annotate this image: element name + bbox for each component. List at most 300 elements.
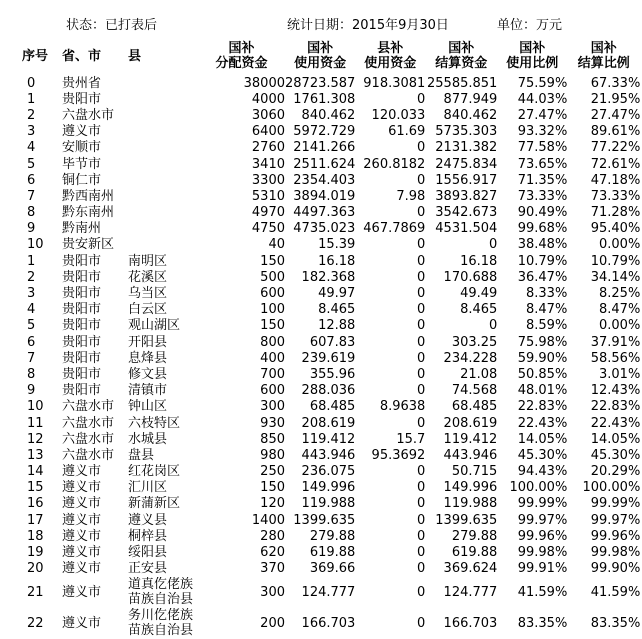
- cell-county: [128, 75, 198, 91]
- cell-g-settled: 0: [489, 237, 498, 253]
- cell-g-settled: 124.777: [443, 584, 498, 600]
- cell-county: 桐梓县: [128, 528, 168, 544]
- cell-g-settled: 0: [489, 318, 498, 334]
- cell-county: [128, 107, 198, 123]
- cell-prov-city: 遵义市: [62, 512, 102, 528]
- cell-g-alloc: 38000: [243, 75, 285, 91]
- cell-g-used: 49.97: [318, 286, 356, 302]
- cell-g-used: 119.412: [301, 431, 356, 447]
- cell-g-settle-ratio: 21.95%: [590, 91, 641, 107]
- header-seq: 序号: [22, 48, 49, 64]
- cell-g-settle-ratio: 99.90%: [590, 561, 641, 577]
- cell-seq: 8: [27, 366, 36, 382]
- cell-seq: 3: [27, 286, 36, 302]
- cell-county: 汇川区: [128, 480, 168, 496]
- cell-c-used: 0: [417, 383, 426, 399]
- table-row: [22, 544, 640, 560]
- cell-g-use-ratio: 41.59%: [517, 584, 568, 600]
- cell-g-used: 1399.635: [293, 512, 356, 528]
- cell-c-used: 0: [417, 350, 426, 366]
- cell-g-use-ratio: 99.68%: [517, 221, 568, 237]
- cell-g-settled: 3542.673: [435, 205, 498, 221]
- table-row: [22, 221, 640, 237]
- table-row: [22, 447, 640, 463]
- cell-county: [128, 188, 198, 204]
- cell-prov-city: 贵阳市: [62, 253, 102, 269]
- cell-g-use-ratio: 38.48%: [517, 237, 568, 253]
- cell-g-used: 5972.729: [293, 124, 356, 140]
- cell-g-used: 12.88: [318, 318, 356, 334]
- cell-c-used: 0: [417, 269, 426, 285]
- cell-county: [128, 221, 198, 237]
- cell-prov-city: 贵阳市: [62, 318, 102, 334]
- cell-g-use-ratio: 99.96%: [517, 528, 568, 544]
- cell-g-use-ratio: 44.03%: [517, 91, 568, 107]
- cell-county: 清镇市: [128, 383, 168, 399]
- cell-c-used: 0: [417, 480, 426, 496]
- cell-g-settle-ratio: 8.47%: [599, 302, 641, 318]
- table-row: [22, 237, 640, 253]
- cell-seq: 6: [27, 172, 36, 188]
- table-row: [22, 608, 640, 639]
- cell-prov-city: 毕节市: [62, 156, 102, 172]
- cell-g-use-ratio: 77.58%: [517, 140, 568, 156]
- cell-g-use-ratio: 8.47%: [526, 302, 568, 318]
- header-g-settled: 国补 结算资金: [435, 41, 488, 71]
- cell-g-settled: 208.619: [443, 415, 498, 431]
- cell-g-settled: 279.88: [451, 528, 498, 544]
- cell-c-used: 0: [417, 561, 426, 577]
- cell-prov-city: 贵州省: [62, 75, 102, 91]
- cell-c-used: 0: [417, 415, 426, 431]
- cell-g-settle-ratio: 27.47%: [590, 107, 641, 123]
- cell-g-settled: 1399.635: [435, 512, 498, 528]
- cell-g-use-ratio: 14.05%: [517, 431, 568, 447]
- cell-g-use-ratio: 73.65%: [517, 156, 568, 172]
- cell-c-used: 120.033: [371, 107, 426, 123]
- cell-g-used: 68.485: [309, 399, 356, 415]
- cell-g-settled: 840.462: [443, 107, 498, 123]
- cell-g-used: 3894.019: [293, 188, 356, 204]
- cell-seq: 2: [27, 107, 36, 123]
- cell-g-settled: 2131.382: [435, 140, 498, 156]
- cell-seq: 6: [27, 334, 36, 350]
- table-row: [22, 415, 640, 431]
- cell-g-settle-ratio: 99.97%: [590, 512, 641, 528]
- cell-g-alloc: 3300: [251, 172, 285, 188]
- cell-g-used: 369.66: [309, 561, 356, 577]
- cell-g-used: 28723.587: [285, 75, 356, 91]
- cell-g-alloc: 500: [260, 269, 285, 285]
- cell-county: 钟山区: [128, 399, 168, 415]
- cell-g-used: 1761.308: [293, 91, 356, 107]
- cell-prov-city: 铜仁市: [62, 172, 102, 188]
- table-row: [22, 285, 640, 301]
- cell-county: [128, 237, 198, 253]
- cell-county: [128, 205, 198, 221]
- cell-g-use-ratio: 10.79%: [517, 253, 568, 269]
- cell-g-used: 8.465: [318, 302, 356, 318]
- cell-seq: 10: [27, 399, 44, 415]
- cell-c-used: 0: [417, 366, 426, 382]
- cell-g-settled: 119.412: [443, 431, 498, 447]
- cell-seq: 9: [27, 221, 36, 237]
- cell-prov-city: 六盘水市: [62, 107, 115, 123]
- cell-seq: 0: [27, 75, 36, 91]
- cell-g-alloc: 930: [260, 415, 285, 431]
- cell-g-alloc: 3410: [251, 156, 285, 172]
- cell-c-used: 0: [417, 302, 426, 318]
- cell-g-used: 236.075: [301, 464, 356, 480]
- cell-g-settled: 21.08: [460, 366, 498, 382]
- cell-g-settled: 303.25: [451, 334, 498, 350]
- cell-county: 绥阳县: [128, 545, 168, 561]
- cell-seq: 11: [27, 415, 44, 431]
- table-row: [22, 124, 640, 140]
- cell-prov-city: 遵义市: [62, 584, 102, 600]
- cell-prov-city: 黔东南州: [62, 205, 115, 221]
- cell-g-alloc: 370: [260, 561, 285, 577]
- cell-seq: 10: [27, 237, 44, 253]
- cell-g-used: 182.368: [301, 269, 356, 285]
- header-g-settle-ratio: 国补 结算比例: [577, 41, 630, 71]
- cell-c-used: 0: [417, 286, 426, 302]
- cell-g-used: 124.777: [301, 584, 356, 600]
- cell-g-settle-ratio: 89.61%: [590, 124, 641, 140]
- cell-g-settle-ratio: 99.99%: [590, 496, 641, 512]
- cell-seq: 18: [27, 528, 44, 544]
- cell-g-use-ratio: 27.47%: [517, 107, 568, 123]
- cell-prov-city: 贵阳市: [62, 286, 102, 302]
- cell-seq: 19: [27, 545, 44, 561]
- header-g-alloc: 国补 分配资金: [215, 41, 268, 71]
- cell-g-alloc: 800: [260, 334, 285, 350]
- cell-g-alloc: 600: [260, 383, 285, 399]
- cell-g-settled: 68.485: [451, 399, 498, 415]
- cell-g-used: 619.88: [309, 545, 356, 561]
- cell-g-use-ratio: 73.33%: [517, 188, 568, 204]
- cell-prov-city: 贵阳市: [62, 383, 102, 399]
- cell-g-settled: 877.949: [443, 91, 498, 107]
- cell-county: 乌当区: [128, 286, 168, 302]
- cell-g-settled: 25585.851: [427, 75, 498, 91]
- cell-g-settle-ratio: 20.29%: [590, 464, 641, 480]
- cell-g-settle-ratio: 22.43%: [590, 415, 641, 431]
- cell-g-alloc: 850: [260, 431, 285, 447]
- cell-g-used: 355.96: [309, 366, 356, 382]
- cell-g-use-ratio: 22.83%: [517, 399, 568, 415]
- cell-g-settled: 3893.827: [435, 188, 498, 204]
- cell-seq: 2: [27, 269, 36, 285]
- table-row: [22, 318, 640, 334]
- header-prov-city: 省、市: [62, 48, 102, 64]
- cell-county: 水城县: [128, 431, 168, 447]
- cell-seq: 14: [27, 464, 44, 480]
- cell-prov-city: 贵阳市: [62, 334, 102, 350]
- cell-seq: 13: [27, 447, 44, 463]
- cell-seq: 1: [27, 253, 36, 269]
- status-label: 状态：已打表后: [66, 18, 158, 33]
- cell-g-use-ratio: 99.99%: [517, 496, 568, 512]
- cell-seq: 5: [27, 156, 36, 172]
- cell-g-alloc: 400: [260, 350, 285, 366]
- table-row: [22, 302, 640, 318]
- header-c-used: 县补 使用资金: [364, 41, 417, 71]
- cell-g-alloc: 100: [260, 302, 285, 318]
- cell-prov-city: 六盘水市: [62, 415, 115, 431]
- cell-c-used: 0: [417, 528, 426, 544]
- cell-g-settled: 369.624: [443, 561, 498, 577]
- cell-g-use-ratio: 99.98%: [517, 545, 568, 561]
- cell-g-alloc: 120: [260, 496, 285, 512]
- unit-label: 单位：万元: [497, 18, 563, 33]
- cell-g-settled: 443.946: [443, 447, 498, 463]
- cell-c-used: 0: [417, 464, 426, 480]
- cell-g-settled: 1556.917: [435, 172, 498, 188]
- cell-g-alloc: 600: [260, 286, 285, 302]
- cell-g-use-ratio: 8.59%: [526, 318, 568, 334]
- table-row: [22, 75, 640, 91]
- cell-g-settle-ratio: 95.40%: [590, 221, 641, 237]
- cell-seq: 22: [27, 615, 44, 631]
- cell-county: [128, 124, 198, 140]
- cell-county: 白云区: [128, 302, 168, 318]
- cell-prov-city: 安顺市: [62, 140, 102, 156]
- cell-c-used: 0: [417, 496, 426, 512]
- cell-g-settle-ratio: 73.33%: [590, 188, 641, 204]
- cell-g-used: 4735.023: [293, 221, 356, 237]
- cell-g-settled: 16.18: [460, 253, 498, 269]
- cell-prov-city: 遵义市: [62, 464, 102, 480]
- cell-g-use-ratio: 48.01%: [517, 383, 568, 399]
- cell-g-settle-ratio: 3.01%: [599, 366, 641, 382]
- cell-prov-city: 贵阳市: [62, 350, 102, 366]
- cell-g-settle-ratio: 41.59%: [590, 584, 641, 600]
- cell-g-settle-ratio: 47.18%: [590, 172, 641, 188]
- cell-c-used: 0: [417, 584, 426, 600]
- cell-g-settled: 119.988: [443, 496, 498, 512]
- cell-county: 新蒲新区: [128, 496, 181, 512]
- cell-c-used: 467.7869: [363, 221, 426, 237]
- cell-c-used: 260.8182: [363, 156, 426, 172]
- cell-g-settled: 170.688: [443, 269, 498, 285]
- cell-g-use-ratio: 99.91%: [517, 561, 568, 577]
- cell-prov-city: 贵安新区: [62, 237, 115, 253]
- table-row: [22, 383, 640, 399]
- cell-prov-city: 遵义市: [62, 480, 102, 496]
- table-row: [22, 334, 640, 350]
- cell-seq: 7: [27, 350, 36, 366]
- cell-g-settled: 5735.303: [435, 124, 498, 140]
- cell-g-settle-ratio: 0.00%: [599, 237, 641, 253]
- cell-g-alloc: 200: [260, 615, 285, 631]
- cell-g-used: 279.88: [309, 528, 356, 544]
- cell-c-used: 0: [417, 545, 426, 561]
- cell-g-alloc: 980: [260, 447, 285, 463]
- cell-seq: 16: [27, 496, 44, 512]
- cell-prov-city: 遵义市: [62, 561, 102, 577]
- cell-c-used: 15.7: [396, 431, 426, 447]
- cell-g-alloc: 300: [260, 399, 285, 415]
- table-row: [22, 431, 640, 447]
- cell-seq: 20: [27, 561, 44, 577]
- subsidy-table: [22, 37, 640, 639]
- table-row: [22, 577, 640, 608]
- cell-g-use-ratio: 99.97%: [517, 512, 568, 528]
- cell-g-use-ratio: 75.98%: [517, 334, 568, 350]
- cell-g-alloc: 4000: [251, 91, 285, 107]
- cell-county: 道真仡佬族苗族自治县: [128, 577, 194, 608]
- table-row: [22, 399, 640, 415]
- cell-prov-city: 六盘水市: [62, 399, 115, 415]
- cell-g-use-ratio: 75.59%: [517, 75, 568, 91]
- cell-seq: 8: [27, 205, 36, 221]
- cell-c-used: 0: [417, 140, 426, 156]
- table-row: [22, 480, 640, 496]
- cell-g-alloc: 3060: [251, 107, 285, 123]
- cell-county: [128, 156, 198, 172]
- cell-seq: 15: [27, 480, 44, 496]
- header-county: 县: [128, 48, 142, 64]
- cell-seq: 12: [27, 431, 44, 447]
- cell-g-alloc: 700: [260, 366, 285, 382]
- cell-g-alloc: 280: [260, 528, 285, 544]
- cell-seq: 1: [27, 91, 36, 107]
- cell-g-used: 443.946: [301, 447, 356, 463]
- cell-c-used: 95.3692: [371, 447, 426, 463]
- cell-g-use-ratio: 45.30%: [517, 447, 568, 463]
- cell-g-settle-ratio: 0.00%: [599, 318, 641, 334]
- cell-c-used: 0: [417, 512, 426, 528]
- table-row: [22, 253, 640, 269]
- cell-c-used: 0: [417, 237, 426, 253]
- cell-g-settle-ratio: 45.30%: [590, 447, 641, 463]
- cell-county: [128, 91, 198, 107]
- cell-g-used: 288.036: [301, 383, 356, 399]
- stat-date-label: 统计日期：2015年9月30日: [287, 18, 449, 33]
- cell-county: 观山湖区: [128, 318, 181, 334]
- cell-g-alloc: 250: [260, 464, 285, 480]
- cell-g-settle-ratio: 34.14%: [590, 269, 641, 285]
- cell-c-used: 8.9638: [379, 399, 426, 415]
- cell-g-alloc: 2760: [251, 140, 285, 156]
- cell-g-used: 4497.363: [293, 205, 356, 221]
- cell-county: 开阳县: [128, 334, 168, 350]
- cell-g-use-ratio: 36.47%: [517, 269, 568, 285]
- cell-g-settle-ratio: 71.28%: [590, 205, 641, 221]
- cell-prov-city: 贵阳市: [62, 91, 102, 107]
- table-row: [22, 188, 640, 204]
- cell-county: 南明区: [128, 253, 168, 269]
- cell-g-settled: 50.715: [451, 464, 498, 480]
- cell-seq: 4: [27, 302, 36, 318]
- cell-g-used: 2141.266: [293, 140, 356, 156]
- cell-g-alloc: 1400: [251, 512, 285, 528]
- cell-g-alloc: 150: [260, 318, 285, 334]
- cell-g-settle-ratio: 22.83%: [590, 399, 641, 415]
- cell-g-use-ratio: 83.35%: [517, 615, 568, 631]
- cell-g-alloc: 5310: [251, 188, 285, 204]
- cell-prov-city: 遵义市: [62, 496, 102, 512]
- cell-g-used: 15.39: [318, 237, 356, 253]
- table-row: [22, 205, 640, 221]
- cell-g-settle-ratio: 99.96%: [590, 528, 641, 544]
- cell-county: 红花岗区: [128, 464, 181, 480]
- table-body: [22, 75, 640, 639]
- cell-county: 盘县: [128, 447, 155, 463]
- table-row: [22, 140, 640, 156]
- cell-g-settle-ratio: 37.91%: [590, 334, 641, 350]
- cell-g-settled: 49.49: [460, 286, 498, 302]
- cell-g-alloc: 4970: [251, 205, 285, 221]
- cell-g-settle-ratio: 58.56%: [590, 350, 641, 366]
- cell-g-settle-ratio: 99.98%: [590, 545, 641, 561]
- cell-prov-city: 贵阳市: [62, 302, 102, 318]
- cell-g-use-ratio: 100.00%: [509, 480, 568, 496]
- cell-c-used: 0: [417, 615, 426, 631]
- cell-c-used: 0: [417, 334, 426, 350]
- cell-c-used: 918.3081: [363, 75, 426, 91]
- cell-g-used: 840.462: [301, 107, 356, 123]
- header-g-used: 国补 使用资金: [294, 41, 347, 71]
- cell-g-settle-ratio: 72.61%: [590, 156, 641, 172]
- header-g-use-ratio: 国补 使用比例: [506, 41, 559, 71]
- cell-prov-city: 六盘水市: [62, 447, 115, 463]
- cell-county: 花溪区: [128, 269, 168, 285]
- cell-g-used: 2511.624: [293, 156, 356, 172]
- cell-g-use-ratio: 59.90%: [517, 350, 568, 366]
- table-row: [22, 366, 640, 382]
- cell-prov-city: 黔西南州: [62, 188, 115, 204]
- cell-g-settle-ratio: 77.22%: [590, 140, 641, 156]
- cell-seq: 5: [27, 318, 36, 334]
- cell-g-settled: 74.568: [451, 383, 498, 399]
- table-row: [22, 156, 640, 172]
- cell-seq: 17: [27, 512, 44, 528]
- cell-g-use-ratio: 50.85%: [517, 366, 568, 382]
- cell-g-alloc: 300: [260, 584, 285, 600]
- cell-g-use-ratio: 90.49%: [517, 205, 568, 221]
- table-row: [22, 91, 640, 107]
- cell-g-used: 166.703: [301, 615, 356, 631]
- cell-g-settled: 234.228: [443, 350, 498, 366]
- table-row: [22, 496, 640, 512]
- cell-county: 六枝特区: [128, 415, 181, 431]
- cell-seq: 3: [27, 124, 36, 140]
- cell-prov-city: 六盘水市: [62, 431, 115, 447]
- cell-g-use-ratio: 93.32%: [517, 124, 568, 140]
- cell-seq: 21: [27, 584, 44, 600]
- cell-g-alloc: 6400: [251, 124, 285, 140]
- table-row: [22, 107, 640, 123]
- cell-g-settle-ratio: 12.43%: [590, 383, 641, 399]
- cell-county: 务川仡佬族苗族自治县: [128, 608, 194, 639]
- cell-g-settled: 166.703: [443, 615, 498, 631]
- cell-c-used: 61.69: [388, 124, 426, 140]
- cell-c-used: 0: [417, 91, 426, 107]
- cell-prov-city: 遵义市: [62, 545, 102, 561]
- cell-g-used: 149.996: [301, 480, 356, 496]
- cell-g-settle-ratio: 14.05%: [590, 431, 641, 447]
- cell-prov-city: 贵阳市: [62, 366, 102, 382]
- table-row: [22, 350, 640, 366]
- cell-c-used: 0: [417, 318, 426, 334]
- cell-c-used: 0: [417, 205, 426, 221]
- cell-g-settled: 149.996: [443, 480, 498, 496]
- cell-g-settled: 619.88: [451, 545, 498, 561]
- cell-g-used: 2354.403: [293, 172, 356, 188]
- cell-g-use-ratio: 22.43%: [517, 415, 568, 431]
